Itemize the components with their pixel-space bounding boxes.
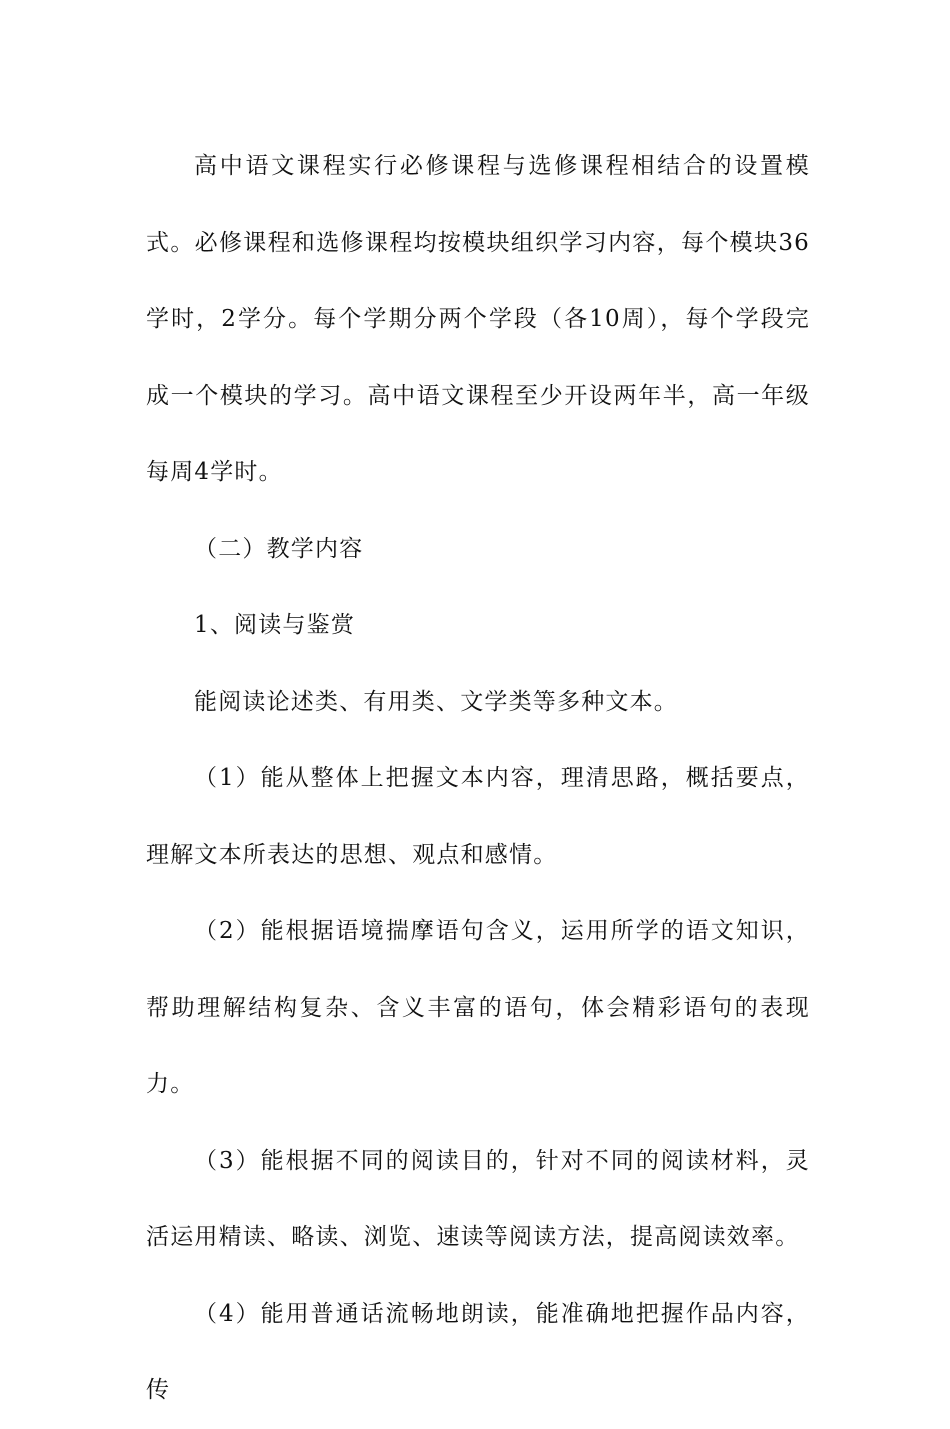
list-item-1: （1）能从整体上把握文本内容，理清思路，概括要点，理解文本所表达的思想、观点和感情。 (146, 765, 810, 868)
list-item-2: （2）能根据语境揣摩语句含义，运用所学的语文知识，帮助理解结构复杂、含义丰富的语句，体会精彩语句的表现力。 (146, 918, 810, 1097)
paragraph-course-structure: 高中语文课程实行必修课程与选修课程相结合的设置模式。必修课程和选修课程均按模块组织学习内容，每个模块36学时，2学分。每个学期分两个学段（各10周），每个学段完成一个模块的学习。高中语文课程至少开设两年半，高一年级每周4学时。 (146, 153, 810, 485)
section-heading-teaching-content: （二）教学内容 (194, 535, 364, 562)
list-item-3: （3）能根据不同的阅读目的，针对不同的阅读材料，灵活运用精读、略读、浏览、速读等阅读方法，提高阅读效率。 (146, 1147, 810, 1250)
subsection-heading-reading: 1、阅读与鉴赏 (194, 612, 356, 638)
list-item-4: （4）能用普通话流畅地朗读，能准确地把握作品内容，传 (146, 1300, 810, 1403)
paragraph-reading-intro: 能阅读论述类、有用类、文学类等多种文本。 (194, 688, 678, 715)
document-body (146, 128, 810, 1429)
